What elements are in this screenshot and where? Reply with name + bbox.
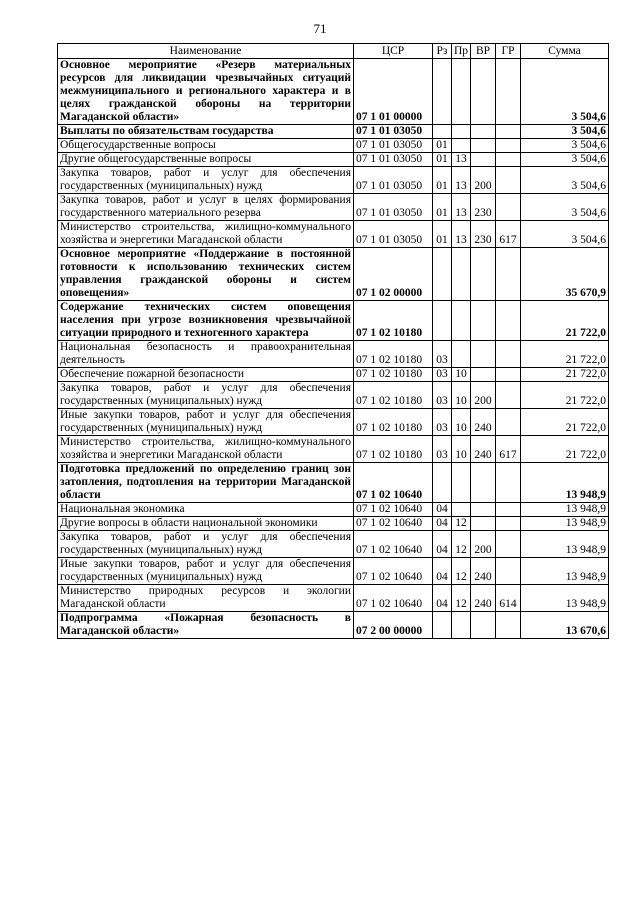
- row-rz: [433, 463, 452, 503]
- table-row: [58, 59, 609, 125]
- row-rz: 03: [433, 409, 452, 436]
- row-vr: [471, 463, 496, 503]
- row-rz: 03: [433, 368, 452, 382]
- row-sum: 13 948,9: [521, 503, 609, 517]
- table-row: [58, 368, 609, 382]
- header-vr: ВР: [471, 44, 496, 59]
- table-row: [58, 194, 609, 221]
- row-sum: 3 504,6: [521, 194, 609, 221]
- row-sum: 21 722,0: [521, 409, 609, 436]
- table-row: [58, 503, 609, 517]
- row-pr: [452, 59, 471, 125]
- row-pr: [452, 248, 471, 301]
- row-rz: 01: [433, 167, 452, 194]
- row-pr: 10: [452, 368, 471, 382]
- row-gr: [496, 301, 521, 341]
- row-sum: 3 504,6: [521, 125, 609, 139]
- row-name: Национальная безопасность и правоохранительная деятельность: [58, 341, 354, 368]
- row-gr: [496, 463, 521, 503]
- row-name: Подготовка предложений по определению границ зон затопления, подтопления на территории Магаданской области: [58, 463, 354, 503]
- row-rz: [433, 612, 452, 639]
- row-csr: 07 1 01 03050: [354, 221, 433, 248]
- row-name: Министерство природных ресурсов и экологии Магаданской области: [58, 585, 354, 612]
- row-pr: 13: [452, 221, 471, 248]
- row-rz: 03: [433, 382, 452, 409]
- row-csr: 07 1 02 10180: [354, 436, 433, 463]
- table-row: [58, 167, 609, 194]
- row-gr: [496, 612, 521, 639]
- table-row: [58, 558, 609, 585]
- row-pr: 12: [452, 558, 471, 585]
- row-sum: 35 670,9: [521, 248, 609, 301]
- row-pr: 12: [452, 585, 471, 612]
- row-pr: 10: [452, 382, 471, 409]
- row-vr: 240: [471, 558, 496, 585]
- row-name: Выплаты по обязательствам государства: [58, 125, 354, 139]
- table-row: [58, 612, 609, 639]
- row-pr: 10: [452, 409, 471, 436]
- row-gr: 617: [496, 221, 521, 248]
- row-vr: [471, 139, 496, 153]
- table-row: [58, 517, 609, 531]
- row-rz: [433, 301, 452, 341]
- table-row: [58, 382, 609, 409]
- table-row: [58, 301, 609, 341]
- row-pr: [452, 301, 471, 341]
- row-name: Другие вопросы в области национальной экономики: [58, 517, 354, 531]
- row-rz: 01: [433, 153, 452, 167]
- row-csr: 07 1 01 03050: [354, 125, 433, 139]
- row-name: Основное мероприятие «Поддержание в постоянной готовности к использованию технических систем управления гражданской обороны и систем оповещения»: [58, 248, 354, 301]
- header-pr: Пр: [452, 44, 471, 59]
- row-csr: 07 1 02 10640: [354, 503, 433, 517]
- row-name: Министерство строительства, жилищно-коммунального хозяйства и энергетики Магаданской области: [58, 221, 354, 248]
- row-gr: [496, 167, 521, 194]
- row-vr: [471, 301, 496, 341]
- row-csr: 07 1 02 10640: [354, 558, 433, 585]
- row-rz: 01: [433, 221, 452, 248]
- row-rz: 04: [433, 531, 452, 558]
- row-csr: 07 1 02 10180: [354, 368, 433, 382]
- row-gr: [496, 503, 521, 517]
- row-pr: 13: [452, 194, 471, 221]
- row-vr: 200: [471, 382, 496, 409]
- row-name: Закупка товаров, работ и услуг для обеспечения государственных (муниципальных) нужд: [58, 382, 354, 409]
- row-csr: 07 1 01 03050: [354, 194, 433, 221]
- table-row: [58, 436, 609, 463]
- row-vr: [471, 153, 496, 167]
- row-pr: [452, 341, 471, 368]
- row-sum: 3 504,6: [521, 139, 609, 153]
- row-name: Содержание технических систем оповещения населения при угрозе возникновения чрезвычайной ситуации природного и техногенного характера: [58, 301, 354, 341]
- row-vr: [471, 368, 496, 382]
- row-gr: [496, 139, 521, 153]
- row-gr: [496, 194, 521, 221]
- row-gr: [496, 558, 521, 585]
- row-gr: [496, 153, 521, 167]
- row-csr: 07 1 01 03050: [354, 139, 433, 153]
- table-row: [58, 221, 609, 248]
- row-sum: 3 504,6: [521, 221, 609, 248]
- row-vr: [471, 517, 496, 531]
- row-gr: [496, 341, 521, 368]
- row-csr: 07 1 02 10180: [354, 301, 433, 341]
- row-pr: 10: [452, 436, 471, 463]
- row-pr: [452, 139, 471, 153]
- row-pr: 12: [452, 531, 471, 558]
- page-number: 71: [313, 21, 327, 36]
- row-vr: 240: [471, 436, 496, 463]
- row-vr: [471, 612, 496, 639]
- row-gr: [496, 531, 521, 558]
- row-rz: 03: [433, 341, 452, 368]
- row-rz: [433, 125, 452, 139]
- row-sum: 13 948,9: [521, 585, 609, 612]
- header-name: Наименование: [58, 44, 354, 59]
- row-gr: 614: [496, 585, 521, 612]
- row-vr: 240: [471, 409, 496, 436]
- row-csr: 07 1 01 03050: [354, 167, 433, 194]
- row-sum: 3 504,6: [521, 59, 609, 125]
- row-pr: [452, 503, 471, 517]
- row-vr: 200: [471, 531, 496, 558]
- row-name: Другие общегосударственные вопросы: [58, 153, 354, 167]
- row-gr: [496, 409, 521, 436]
- row-csr: 07 1 02 00000: [354, 248, 433, 301]
- row-vr: 240: [471, 585, 496, 612]
- row-vr: [471, 125, 496, 139]
- row-pr: 13: [452, 167, 471, 194]
- row-csr: 07 1 01 00000: [354, 59, 433, 125]
- row-csr: 07 1 02 10180: [354, 409, 433, 436]
- row-sum: 13 948,9: [521, 558, 609, 585]
- row-gr: [496, 368, 521, 382]
- header-gr: ГР: [496, 44, 521, 59]
- row-rz: 01: [433, 194, 452, 221]
- row-name: Общегосударственные вопросы: [58, 139, 354, 153]
- row-name: Закупка товаров, работ и услуг для обеспечения государственных (муниципальных) нужд: [58, 531, 354, 558]
- row-sum: 21 722,0: [521, 436, 609, 463]
- row-sum: 21 722,0: [521, 341, 609, 368]
- row-vr: 230: [471, 221, 496, 248]
- row-csr: 07 1 02 10640: [354, 531, 433, 558]
- row-sum: 21 722,0: [521, 368, 609, 382]
- row-csr: 07 1 02 10180: [354, 341, 433, 368]
- row-rz: [433, 248, 452, 301]
- row-name: Иные закупки товаров, работ и услуг для обеспечения государственных (муниципальных) нужд: [58, 409, 354, 436]
- row-name: Подпрограмма «Пожарная безопасность в Магаданской области»: [58, 612, 354, 639]
- row-name: Иные закупки товаров, работ и услуг для обеспечения государственных (муниципальных) нужд: [58, 558, 354, 585]
- row-pr: 12: [452, 517, 471, 531]
- row-pr: 13: [452, 153, 471, 167]
- row-sum: 3 504,6: [521, 167, 609, 194]
- row-sum: 3 504,6: [521, 153, 609, 167]
- row-vr: [471, 341, 496, 368]
- row-name: Закупка товаров, работ и услуг для обеспечения государственных (муниципальных) нужд: [58, 167, 354, 194]
- row-sum: 13 670,6: [521, 612, 609, 639]
- table-row: [58, 463, 609, 503]
- table-row: [58, 139, 609, 153]
- row-vr: 200: [471, 167, 496, 194]
- row-sum: 13 948,9: [521, 463, 609, 503]
- table-row: [58, 531, 609, 558]
- table-row: [58, 153, 609, 167]
- row-csr: 07 1 02 10180: [354, 382, 433, 409]
- row-name: Национальная экономика: [58, 503, 354, 517]
- row-name: Основное мероприятие «Резерв материальных ресурсов для ликвидации чрезвычайных ситуаций межмуниципального и регионального характера и в целях гражданской обороны на территории Магаданской области»: [58, 59, 354, 125]
- row-rz: 03: [433, 436, 452, 463]
- row-csr: 07 1 02 10640: [354, 463, 433, 503]
- budget-table: [57, 43, 609, 639]
- row-sum: 21 722,0: [521, 301, 609, 341]
- row-pr: [452, 463, 471, 503]
- table-row: [58, 341, 609, 368]
- row-vr: [471, 503, 496, 517]
- header-sum: Сумма: [521, 44, 609, 59]
- row-csr: 07 1 01 03050: [354, 153, 433, 167]
- row-rz: 01: [433, 139, 452, 153]
- table-header-row: [58, 44, 609, 59]
- row-csr: 07 1 02 10640: [354, 585, 433, 612]
- row-rz: 04: [433, 558, 452, 585]
- row-gr: [496, 125, 521, 139]
- row-rz: 04: [433, 585, 452, 612]
- row-name: Обеспечение пожарной безопасности: [58, 368, 354, 382]
- row-name: Министерство строительства, жилищно-коммунального хозяйства и энергетики Магаданской области: [58, 436, 354, 463]
- row-sum: 13 948,9: [521, 517, 609, 531]
- row-rz: 04: [433, 517, 452, 531]
- header-rz: Рз: [433, 44, 452, 59]
- row-gr: [496, 59, 521, 125]
- table-row: [58, 409, 609, 436]
- row-vr: [471, 248, 496, 301]
- row-vr: 230: [471, 194, 496, 221]
- row-name: Закупка товаров, работ и услуг в целях формирования государственного материального резерва: [58, 194, 354, 221]
- row-pr: [452, 125, 471, 139]
- row-csr: 07 2 00 00000: [354, 612, 433, 639]
- row-vr: [471, 59, 496, 125]
- header-csr: ЦСР: [354, 44, 433, 59]
- row-gr: [496, 382, 521, 409]
- table-row: [58, 585, 609, 612]
- table-row: [58, 125, 609, 139]
- table-row: [58, 248, 609, 301]
- row-gr: [496, 248, 521, 301]
- row-sum: 21 722,0: [521, 382, 609, 409]
- row-gr: [496, 517, 521, 531]
- row-csr: 07 1 02 10640: [354, 517, 433, 531]
- row-rz: 04: [433, 503, 452, 517]
- row-gr: 617: [496, 436, 521, 463]
- row-rz: [433, 59, 452, 125]
- row-pr: [452, 612, 471, 639]
- row-sum: 13 948,9: [521, 531, 609, 558]
